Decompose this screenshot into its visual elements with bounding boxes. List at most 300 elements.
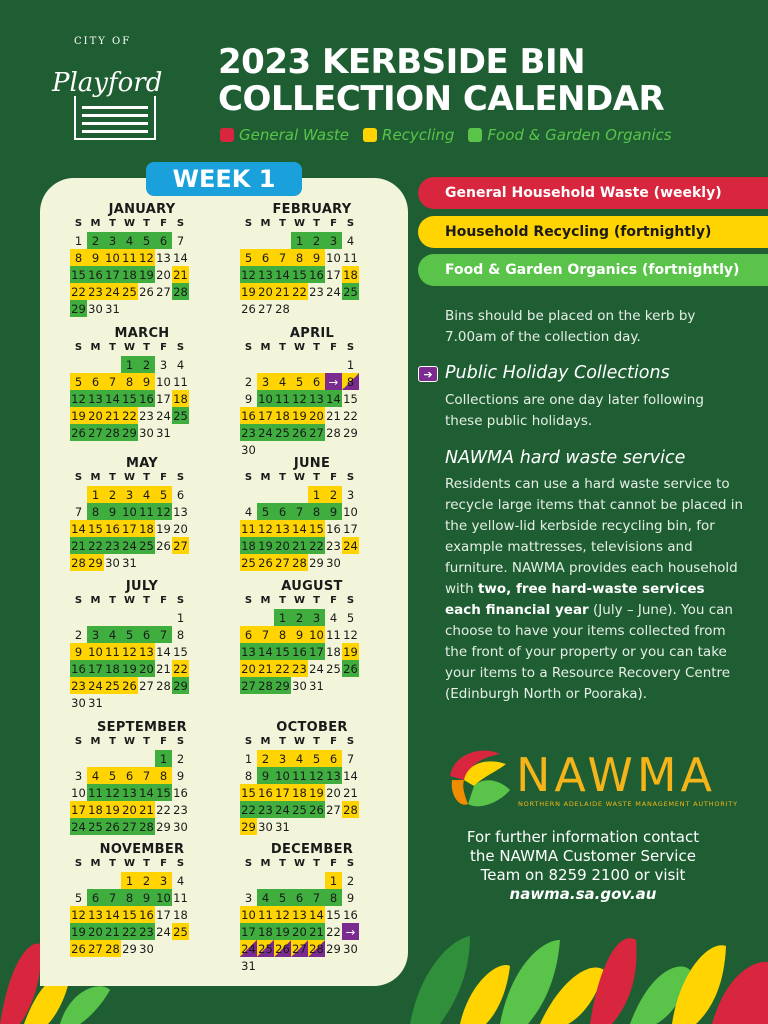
empty-cell xyxy=(274,486,291,503)
day-cell: 29 xyxy=(309,555,324,570)
day-cell: 9 xyxy=(104,503,121,520)
day-cell: 20 xyxy=(88,924,103,939)
day-cell: 25 xyxy=(122,284,137,299)
day-cell: 29 xyxy=(241,819,256,834)
day-cell: 4 xyxy=(138,486,155,503)
empty-cell xyxy=(257,609,274,626)
day-cell: 1 xyxy=(121,872,138,889)
nawma-leaf-icon xyxy=(444,746,514,812)
day-grid xyxy=(240,232,384,317)
day-cell: 22 xyxy=(343,408,358,423)
day-cell: 19 xyxy=(139,267,154,282)
day-cell: 10 xyxy=(326,250,341,265)
day-cell: 13 xyxy=(258,267,273,282)
day-cell: 5 xyxy=(104,767,121,784)
day-cell: 27 xyxy=(309,425,324,440)
day-cell: 23 xyxy=(71,678,86,693)
weekday-label: S xyxy=(346,736,355,747)
empty-cell xyxy=(87,872,104,889)
day-cell: 11 xyxy=(275,391,290,406)
day-cell: 31 xyxy=(241,958,256,973)
day-cell: 8 xyxy=(325,889,342,906)
day-cell: 12 xyxy=(139,250,154,265)
day-cell: 19 xyxy=(292,408,307,423)
day-cell: 31 xyxy=(156,425,171,440)
day-cell: → xyxy=(325,373,342,390)
day-cell: 14 xyxy=(275,267,290,282)
day-cell: 26 xyxy=(139,284,154,299)
day-cell: 6 xyxy=(87,373,104,390)
logo-emblem-icon xyxy=(74,96,156,140)
day-cell: 24 xyxy=(326,284,341,299)
month-name: JANUARY xyxy=(108,202,176,217)
day-cell: 21 xyxy=(326,408,341,423)
day-cell: 16 xyxy=(88,267,103,282)
city-of-playford-logo xyxy=(46,34,182,142)
weekday-label: S xyxy=(74,736,83,747)
weekday-label: S xyxy=(244,472,253,483)
weekday-label: S xyxy=(176,595,185,606)
weekday-label: F xyxy=(160,858,167,869)
day-cell: 23 xyxy=(258,802,273,817)
day-cell: 27 xyxy=(139,678,154,693)
day-cell: 10 xyxy=(258,391,273,406)
day-cell: 4 xyxy=(87,767,104,784)
weekday-label: M xyxy=(260,858,271,869)
weekday-label: M xyxy=(90,472,101,483)
day-cell: 4 xyxy=(176,357,185,372)
day-cell: 28 xyxy=(326,425,341,440)
day-cell: 15 xyxy=(343,391,358,406)
day-cell: → xyxy=(342,923,359,940)
day-cell: 22 xyxy=(326,924,341,939)
empty-cell xyxy=(257,232,274,249)
day-grid xyxy=(70,609,214,711)
empty-cell xyxy=(240,872,257,889)
day-cell: 6 xyxy=(176,487,185,502)
weekday-label: W xyxy=(293,595,306,606)
day-cell: 20 xyxy=(309,408,324,423)
day-cell: 27 xyxy=(241,678,256,693)
legend-swatch-general xyxy=(220,128,234,142)
empty-cell xyxy=(257,486,274,503)
day-cell: 2 xyxy=(291,609,308,626)
day-cell: 30 xyxy=(139,941,154,956)
day-cell: 25 xyxy=(105,678,120,693)
weekday-label: T xyxy=(279,472,286,483)
empty-cell xyxy=(104,609,121,626)
day-cell: 27 xyxy=(122,819,137,834)
weekday-label: T xyxy=(313,736,320,747)
month-name: NOVEMBER xyxy=(99,842,185,857)
day-cell: 20 xyxy=(292,924,307,939)
day-cell: 21 xyxy=(275,284,290,299)
day-cell: 8 xyxy=(244,768,253,783)
day-cell: 5 xyxy=(291,373,308,390)
day-cell: 17 xyxy=(156,391,171,406)
day-cell: 27 xyxy=(258,301,273,316)
day-cell: 28 xyxy=(343,802,358,817)
weekday-label: T xyxy=(109,595,116,606)
day-cell: 18 xyxy=(258,924,273,939)
weekday-label: S xyxy=(176,736,185,747)
day-cell: 25 xyxy=(139,538,154,553)
day-cell: 29 xyxy=(122,425,137,440)
day-cell: 27 xyxy=(326,802,341,817)
day-cell: 18 xyxy=(275,408,290,423)
day-cell: 6 xyxy=(240,626,257,643)
day-cell: 7 xyxy=(257,626,274,643)
weekday-label: T xyxy=(109,342,116,353)
day-grid xyxy=(240,609,384,694)
day-cell: 22 xyxy=(241,802,256,817)
day-cell: 2 xyxy=(104,486,121,503)
day-cell: 10 xyxy=(156,374,171,389)
day-cell: 1 xyxy=(155,750,172,767)
day-cell: 12 xyxy=(71,391,86,406)
day-cell: 5 xyxy=(121,626,138,643)
day-cell: 15 xyxy=(71,267,86,282)
day-cell: 17 xyxy=(105,267,120,282)
contact-url[interactable] xyxy=(418,885,748,904)
day-cell: 2 xyxy=(138,872,155,889)
day-cell: 18 xyxy=(326,644,341,659)
weekday-label: S xyxy=(244,858,253,869)
day-cell: 6 xyxy=(274,503,291,520)
day-cell: 18 xyxy=(173,907,188,922)
day-cell: 2 xyxy=(74,627,83,642)
weekday-label: W xyxy=(123,595,136,606)
day-cell: 26 xyxy=(275,941,290,956)
weekday-label: M xyxy=(260,736,271,747)
weekday-label: M xyxy=(90,736,101,747)
day-cell: 19 xyxy=(71,924,86,939)
month-name: FEBRUARY xyxy=(272,202,352,217)
day-cell: 8 xyxy=(155,767,172,784)
weekday-label: F xyxy=(330,736,337,747)
day-cell: 2 xyxy=(138,356,155,373)
day-cell: 10 xyxy=(275,768,290,783)
bins-note: Bins should be placed on the kerb by 7.00am of the collection day. xyxy=(445,308,696,345)
day-cell: 10 xyxy=(71,785,86,800)
empty-cell xyxy=(87,356,104,373)
weekday-label: T xyxy=(143,736,150,747)
weekday-label: S xyxy=(346,472,355,483)
day-cell: 25 xyxy=(292,802,307,817)
weekday-label: T xyxy=(279,736,286,747)
day-cell: 1 xyxy=(87,486,104,503)
day-cell: 28 xyxy=(173,284,188,299)
day-cell: 17 xyxy=(122,521,137,536)
day-cell: 10 xyxy=(241,907,256,922)
day-cell: 25 xyxy=(241,555,256,570)
day-cell: 19 xyxy=(258,538,273,553)
weekday-label: S xyxy=(346,595,355,606)
day-cell: 3 xyxy=(87,626,104,643)
day-cell: 18 xyxy=(173,391,188,406)
day-cell: 20 xyxy=(156,267,171,282)
weekday-label: S xyxy=(346,858,355,869)
day-cell: 15 xyxy=(241,785,256,800)
day-cell: 7 xyxy=(176,233,185,248)
day-cell: 16 xyxy=(139,391,154,406)
weekday-label: M xyxy=(90,858,101,869)
day-cell: 13 xyxy=(88,391,103,406)
day-cell: 22 xyxy=(309,538,324,553)
day-cell: 25 xyxy=(258,941,273,956)
day-cell: 21 xyxy=(156,661,171,676)
day-cell: 23 xyxy=(88,284,103,299)
day-cell: 28 xyxy=(309,941,324,956)
day-cell: 3 xyxy=(308,609,325,626)
hard-waste-text xyxy=(445,474,745,705)
day-cell: 5 xyxy=(155,486,172,503)
weekday-label: S xyxy=(176,342,185,353)
day-cell: 28 xyxy=(292,555,307,570)
month-name: OCTOBER xyxy=(276,720,348,735)
weekday-label: T xyxy=(143,858,150,869)
day-cell: 3 xyxy=(104,232,121,249)
nawma-logo xyxy=(444,746,738,812)
day-cell: 24 xyxy=(241,941,256,956)
day-cell: 26 xyxy=(156,538,171,553)
day-cell: 13 xyxy=(156,250,171,265)
day-cell: 12 xyxy=(241,267,256,282)
day-cell: 20 xyxy=(88,408,103,423)
day-cell: 22 xyxy=(156,802,171,817)
day-cell: 12 xyxy=(122,644,137,659)
day-cell: 21 xyxy=(343,785,358,800)
empty-cell xyxy=(87,750,104,767)
day-cell: 8 xyxy=(308,503,325,520)
empty-cell xyxy=(325,356,342,373)
day-cell: 1 xyxy=(74,233,83,248)
day-cell: 2 xyxy=(244,374,253,389)
day-cell: 8 xyxy=(121,889,138,906)
empty-cell xyxy=(104,750,121,767)
weekday-label: T xyxy=(109,472,116,483)
organics-bar: Food & Garden Organics (fortnightly) xyxy=(418,254,768,286)
weekday-label: T xyxy=(143,472,150,483)
weekday-header xyxy=(240,342,384,356)
weekday-label: M xyxy=(260,342,271,353)
day-cell: 30 xyxy=(105,555,120,570)
day-cell: 11 xyxy=(326,627,341,642)
weekday-label: S xyxy=(244,342,253,353)
day-cell: 17 xyxy=(241,924,256,939)
day-cell: 8 xyxy=(342,373,359,390)
day-cell: 14 xyxy=(309,907,324,922)
weekday-label: T xyxy=(313,342,320,353)
day-cell: 17 xyxy=(88,661,103,676)
day-cell: 16 xyxy=(139,907,154,922)
day-cell: 23 xyxy=(292,661,307,676)
day-grid xyxy=(240,750,384,835)
empty-cell xyxy=(257,872,274,889)
empty-cell xyxy=(70,609,87,626)
empty-cell xyxy=(291,872,308,889)
day-cell: 27 xyxy=(88,941,103,956)
contact-line-3: Team on 8259 2100 or visit xyxy=(480,866,686,884)
day-cell: 6 xyxy=(155,232,172,249)
weekday-label: W xyxy=(123,342,136,353)
day-cell: 19 xyxy=(156,521,171,536)
day-cell: 17 xyxy=(71,802,86,817)
day-cell: 14 xyxy=(156,644,171,659)
day-cell: 28 xyxy=(139,819,154,834)
weekday-label: F xyxy=(330,472,337,483)
weekday-label: T xyxy=(109,858,116,869)
day-cell: 28 xyxy=(156,678,171,693)
day-cell: 4 xyxy=(257,889,274,906)
weekday-header xyxy=(70,736,214,750)
hard-waste-text-bold: two, free hard-waste services each financial year xyxy=(445,581,705,618)
day-cell: 20 xyxy=(173,521,188,536)
day-cell: 7 xyxy=(155,626,172,643)
general-waste-bar: General Household Waste (weekly) xyxy=(418,177,768,209)
day-cell: 20 xyxy=(326,785,341,800)
day-cell: 15 xyxy=(309,521,324,536)
day-cell: 25 xyxy=(173,408,188,423)
day-cell: 14 xyxy=(105,391,120,406)
day-cell: 14 xyxy=(292,521,307,536)
empty-cell xyxy=(274,232,291,249)
day-cell: 3 xyxy=(121,486,138,503)
day-cell: 24 xyxy=(156,924,171,939)
holiday-text: Collections are one day later following these public holidays. xyxy=(445,392,704,429)
day-cell: 26 xyxy=(105,819,120,834)
weekday-label: S xyxy=(244,595,253,606)
day-cell: 22 xyxy=(275,661,290,676)
day-cell: 12 xyxy=(71,907,86,922)
day-cell: 4 xyxy=(121,232,138,249)
day-cell: 7 xyxy=(346,751,355,766)
month-name: SEPTEMBER xyxy=(97,720,187,735)
day-cell: 9 xyxy=(346,890,355,905)
day-cell: 12 xyxy=(105,785,120,800)
day-cell: 1 xyxy=(346,357,355,372)
day-cell: 11 xyxy=(173,374,188,389)
weekday-header xyxy=(240,218,384,232)
day-cell: 21 xyxy=(105,408,120,423)
weekday-label: M xyxy=(260,595,271,606)
weekday-label: W xyxy=(293,858,306,869)
day-cell: 21 xyxy=(309,924,324,939)
day-cell: 16 xyxy=(309,267,324,282)
day-cell: 11 xyxy=(343,250,358,265)
empty-cell xyxy=(104,356,121,373)
day-cell: 10 xyxy=(88,644,103,659)
day-cell: 30 xyxy=(139,425,154,440)
day-cell: 9 xyxy=(308,249,325,266)
day-cell: 25 xyxy=(343,284,358,299)
empty-cell xyxy=(308,356,325,373)
weekday-label: S xyxy=(244,218,253,229)
contact-url-text[interactable]: nawma.sa.gov.au xyxy=(509,885,657,903)
weekday-label: T xyxy=(109,218,116,229)
day-cell: 2 xyxy=(257,750,274,767)
day-cell: 16 xyxy=(105,521,120,536)
day-cell: 29 xyxy=(326,941,341,956)
weekday-label: S xyxy=(244,736,253,747)
weekday-label: W xyxy=(123,736,136,747)
weekday-header xyxy=(70,858,214,872)
day-cell: 30 xyxy=(88,301,103,316)
month-name: APRIL xyxy=(289,326,335,341)
day-cell: 22 xyxy=(122,924,137,939)
day-cell: 2 xyxy=(87,232,104,249)
day-cell: 24 xyxy=(105,284,120,299)
month-july xyxy=(70,579,214,711)
page-title xyxy=(218,44,664,118)
day-cell: 9 xyxy=(291,626,308,643)
weekday-header xyxy=(240,858,384,872)
day-cell: 1 xyxy=(176,610,185,625)
empty-cell xyxy=(70,872,87,889)
legend xyxy=(220,126,672,144)
day-cell: 21 xyxy=(258,661,273,676)
legend-label-general: General Waste xyxy=(239,126,350,144)
day-cell: 19 xyxy=(275,924,290,939)
month-name: MAY xyxy=(125,456,159,471)
weekday-label: F xyxy=(330,595,337,606)
day-cell: 18 xyxy=(343,267,358,282)
day-grid xyxy=(70,356,214,441)
day-cell: 20 xyxy=(122,802,137,817)
day-cell: 14 xyxy=(258,644,273,659)
day-cell: 12 xyxy=(156,504,171,519)
day-cell: 12 xyxy=(258,521,273,536)
day-cell: 19 xyxy=(241,284,256,299)
day-cell: 28 xyxy=(258,678,273,693)
day-cell: 16 xyxy=(326,521,341,536)
day-cell: 8 xyxy=(87,503,104,520)
day-cell: 15 xyxy=(292,267,307,282)
day-grid xyxy=(70,872,214,957)
day-cell: 14 xyxy=(105,907,120,922)
day-cell: 28 xyxy=(105,425,120,440)
weekday-label: S xyxy=(74,858,83,869)
day-cell: 20 xyxy=(258,284,273,299)
holiday-title: Public Holiday Collections xyxy=(445,363,670,383)
contact-line-1: For further information contact xyxy=(466,828,700,846)
day-cell: 13 xyxy=(309,391,324,406)
day-cell: 31 xyxy=(88,695,103,710)
day-cell: 6 xyxy=(87,889,104,906)
day-cell: 26 xyxy=(309,802,324,817)
day-cell: 28 xyxy=(71,555,86,570)
week-label: WEEK 1 xyxy=(146,162,302,196)
day-cell: 18 xyxy=(88,802,103,817)
empty-cell xyxy=(155,609,172,626)
day-cell: 2 xyxy=(346,873,355,888)
day-cell: 30 xyxy=(326,555,341,570)
day-cell: 14 xyxy=(326,391,341,406)
weekday-label: W xyxy=(123,472,136,483)
day-cell: 12 xyxy=(292,391,307,406)
day-cell: 26 xyxy=(241,301,256,316)
weekday-label: T xyxy=(143,595,150,606)
empty-cell xyxy=(308,872,325,889)
day-cell: 6 xyxy=(121,767,138,784)
weekday-label: T xyxy=(279,218,286,229)
day-cell: 11 xyxy=(122,250,137,265)
weekday-label: W xyxy=(293,736,306,747)
day-cell: 23 xyxy=(139,408,154,423)
day-cell: 5 xyxy=(70,373,87,390)
day-cell: 15 xyxy=(122,391,137,406)
day-cell: 11 xyxy=(88,785,103,800)
